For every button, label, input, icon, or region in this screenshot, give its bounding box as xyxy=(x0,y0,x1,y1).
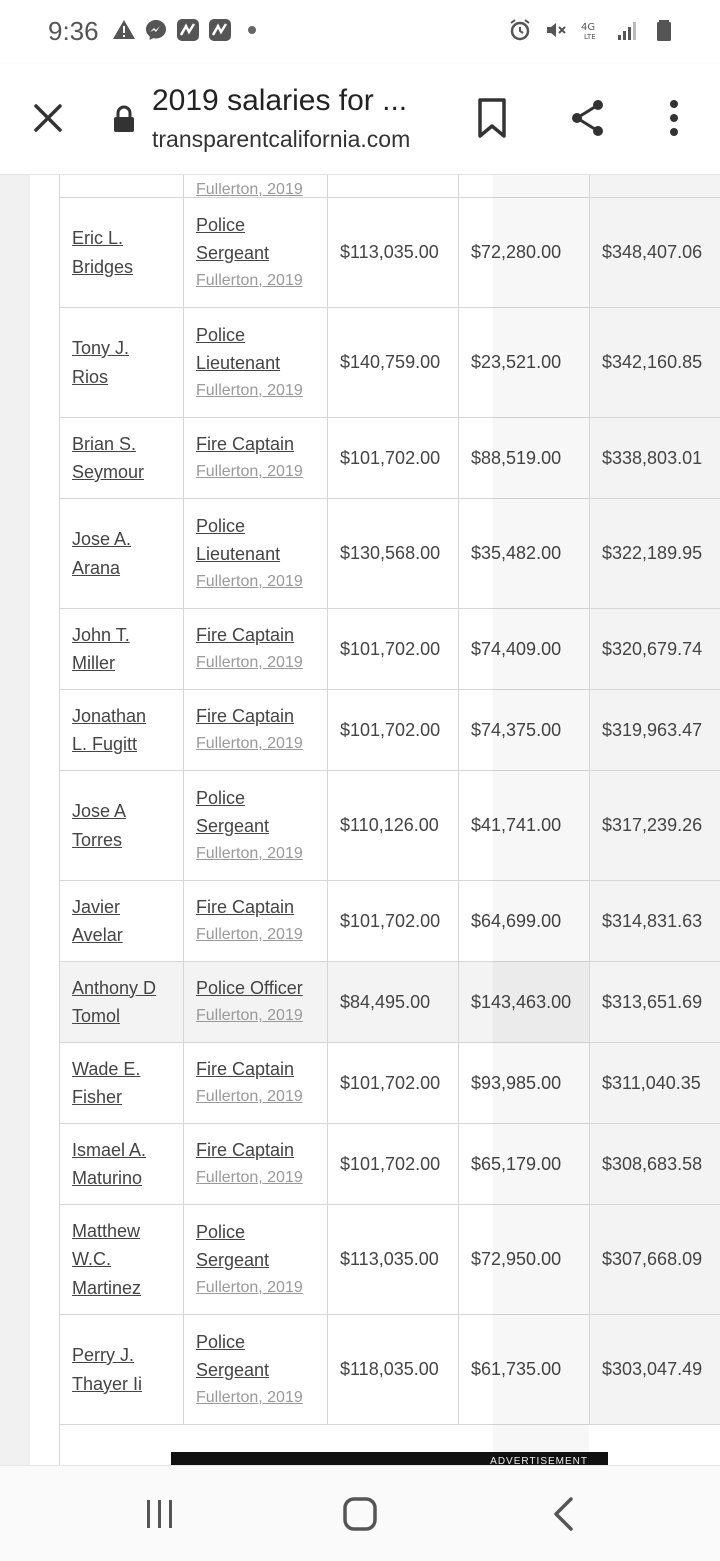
base-pay-cell: $101,702.00 xyxy=(328,1124,459,1205)
name-cell xyxy=(60,962,184,1043)
lock-icon[interactable] xyxy=(112,104,136,134)
table-row xyxy=(60,1205,720,1315)
title-cell xyxy=(184,175,328,198)
table-row xyxy=(60,308,720,418)
table-row xyxy=(60,690,720,771)
other-pay-cell: $35,482.00 xyxy=(459,499,590,609)
employee-name-link[interactable]: Matthew xyxy=(72,1221,140,1241)
employee-name-link[interactable]: Bridges xyxy=(72,257,133,277)
mute-icon xyxy=(544,18,568,42)
4g-lte-icon xyxy=(580,18,604,42)
employee-name-link[interactable]: Jonathan xyxy=(72,706,146,726)
job-title-link[interactable]: Police xyxy=(196,215,245,235)
home-icon[interactable] xyxy=(342,1496,378,1532)
title-cell xyxy=(184,308,328,418)
location-link[interactable]: Fullerton, 2019 xyxy=(196,1164,327,1192)
employee-name-link[interactable]: Torres xyxy=(72,830,122,850)
other-pay-cell: $61,735.00 xyxy=(459,1315,590,1425)
warning-icon xyxy=(112,18,136,42)
base-pay-cell: $101,702.00 xyxy=(328,690,459,771)
battery-icon xyxy=(652,18,676,42)
page-margin xyxy=(30,175,60,1465)
location-link[interactable]: Fullerton, 2019 xyxy=(196,458,327,486)
other-pay-cell: $72,280.00 xyxy=(459,198,590,308)
employee-name-link[interactable]: Jose A. xyxy=(72,529,131,549)
title-cell xyxy=(184,881,328,962)
employee-name-link[interactable]: Brian S. xyxy=(72,434,136,454)
job-title-link[interactable]: Sergeant xyxy=(196,1360,269,1380)
other-pay-cell: $41,741.00 xyxy=(459,771,590,881)
employee-name-link[interactable]: Maturino xyxy=(72,1168,142,1188)
name-cell xyxy=(60,499,184,609)
total-pay-cell: $322,189.95 xyxy=(590,499,720,609)
total-pay-cell: $313,651.69 xyxy=(590,962,720,1043)
table-row xyxy=(60,771,720,881)
svg-text:LTE: LTE xyxy=(584,33,596,41)
base-pay-cell: $130,568.00 xyxy=(328,499,459,609)
location-link[interactable]: Fullerton, 2019 xyxy=(196,730,327,758)
table-row xyxy=(60,198,720,308)
other-pay-cell: $72,950.00 xyxy=(459,1205,590,1315)
status-bar xyxy=(0,0,720,64)
total-pay-cell: $303,047.49 xyxy=(590,1315,720,1425)
page-url[interactable]: transparentcalifornia.com xyxy=(152,126,410,153)
page-rail xyxy=(0,175,31,1465)
location-link[interactable]: Fullerton, 2019 xyxy=(196,267,327,295)
other-pay-cell: $64,699.00 xyxy=(459,881,590,962)
location-link[interactable]: Fullerton, 2019 xyxy=(196,649,327,677)
title-cell xyxy=(184,1124,328,1205)
table-row xyxy=(60,609,720,690)
table-row xyxy=(60,499,720,609)
app-icon xyxy=(208,18,232,42)
title-cell xyxy=(184,1043,328,1124)
recents-icon[interactable] xyxy=(144,1498,176,1530)
total-pay-cell xyxy=(590,175,720,198)
base-pay-cell: $140,759.00 xyxy=(328,308,459,418)
employee-name-link[interactable]: Martinez xyxy=(72,1278,141,1298)
base-pay-cell xyxy=(328,175,459,198)
name-cell xyxy=(60,1205,184,1315)
svg-text:4G: 4G xyxy=(581,22,595,33)
job-title-link[interactable]: Sergeant xyxy=(196,816,269,836)
name-cell xyxy=(60,881,184,962)
job-title-link[interactable]: Fire Captain xyxy=(196,897,294,917)
total-pay-cell: $342,160.85 xyxy=(590,308,720,418)
employee-name-link[interactable]: Fisher xyxy=(72,1087,122,1107)
browser-toolbar xyxy=(0,64,720,175)
table-row xyxy=(60,1124,720,1205)
base-pay-cell: $101,702.00 xyxy=(328,418,459,499)
employee-name-link[interactable]: Anthony D xyxy=(72,978,156,998)
location-link[interactable]: Fullerton, 2019 xyxy=(196,840,327,868)
job-title-link[interactable]: Lieutenant xyxy=(196,353,280,373)
name-cell xyxy=(60,308,184,418)
location-link[interactable]: Fullerton, 2019 xyxy=(196,183,327,197)
status-time: 9:36 xyxy=(48,16,99,47)
location-link[interactable]: Fullerton, 2019 xyxy=(196,921,327,949)
table-row xyxy=(60,1043,720,1124)
other-pay-cell: $93,985.00 xyxy=(459,1043,590,1124)
total-pay-cell: $320,679.74 xyxy=(590,609,720,690)
base-pay-cell: $101,702.00 xyxy=(328,609,459,690)
other-pay-cell: $143,463.00 xyxy=(459,962,590,1043)
total-pay-cell: $311,040.35 xyxy=(590,1043,720,1124)
table-row xyxy=(60,962,720,1043)
employee-name-link[interactable]: Avelar xyxy=(72,925,123,945)
job-title-link[interactable]: Police xyxy=(196,1222,245,1242)
base-pay-cell: $101,702.00 xyxy=(328,881,459,962)
location-link[interactable]: Fullerton, 2019 xyxy=(196,377,327,405)
signal-icon xyxy=(616,18,640,42)
table-row xyxy=(60,1315,720,1425)
job-title-link[interactable]: Fire Captain xyxy=(196,1140,294,1160)
location-link[interactable]: Fullerton, 2019 xyxy=(196,1002,327,1030)
title-cell xyxy=(184,418,328,499)
employee-name-link[interactable]: Thayer Ii xyxy=(72,1374,142,1394)
advertisement-banner[interactable]: ADVERTISEMENT xyxy=(171,1452,608,1465)
total-pay-cell: $314,831.63 xyxy=(590,881,720,962)
table-row xyxy=(60,881,720,962)
other-pay-cell: $74,409.00 xyxy=(459,609,590,690)
name-cell xyxy=(60,175,184,198)
name-cell xyxy=(60,1315,184,1425)
name-cell xyxy=(60,418,184,499)
other-pay-cell: $74,375.00 xyxy=(459,690,590,771)
job-title-link[interactable]: Police xyxy=(196,516,245,536)
app-icon xyxy=(176,18,200,42)
system-icons xyxy=(508,18,676,42)
total-pay-cell: $338,803.01 xyxy=(590,418,720,499)
job-title-link[interactable]: Fire Captain xyxy=(196,1059,294,1079)
base-pay-cell: $113,035.00 xyxy=(328,1205,459,1315)
name-cell xyxy=(60,1124,184,1205)
other-pay-cell: $23,521.00 xyxy=(459,308,590,418)
employee-name-link[interactable]: Rios xyxy=(72,367,108,387)
title-cell xyxy=(184,1315,328,1425)
location-link[interactable]: Fullerton, 2019 xyxy=(196,568,327,596)
name-cell xyxy=(60,690,184,771)
employee-name-link[interactable]: Tony J. xyxy=(72,338,129,358)
base-pay-cell: $110,126.00 xyxy=(328,771,459,881)
employee-name-link[interactable]: W.C. xyxy=(72,1249,111,1269)
location-link[interactable]: Fullerton, 2019 xyxy=(196,1274,327,1302)
close-icon[interactable] xyxy=(28,98,68,138)
page-content[interactable] xyxy=(0,175,720,1465)
employee-name-link[interactable]: Miller xyxy=(72,653,115,673)
salaries-table xyxy=(59,175,720,1465)
job-title-link[interactable]: Police xyxy=(196,788,245,808)
job-title-link[interactable]: Fire Captain xyxy=(196,706,294,726)
base-pay-cell: $84,495.00 xyxy=(328,962,459,1043)
messenger-icon xyxy=(144,18,168,42)
back-icon[interactable] xyxy=(552,1496,574,1532)
employee-name-link[interactable]: Ismael A. xyxy=(72,1140,146,1160)
location-link[interactable]: Fullerton, 2019 xyxy=(196,1083,327,1111)
total-pay-cell: $348,407.06 xyxy=(590,198,720,308)
more-options-icon[interactable] xyxy=(664,96,684,140)
other-pay-cell xyxy=(459,175,590,198)
employee-name-link[interactable]: L. Fugitt xyxy=(72,734,137,754)
total-pay-cell: $307,668.09 xyxy=(590,1205,720,1315)
base-pay-cell: $118,035.00 xyxy=(328,1315,459,1425)
job-title-link[interactable]: Sergeant xyxy=(196,243,269,263)
dot-icon xyxy=(240,18,264,42)
other-pay-cell: $65,179.00 xyxy=(459,1124,590,1205)
name-cell xyxy=(60,1043,184,1124)
name-cell xyxy=(60,198,184,308)
employee-name-link[interactable]: John T. xyxy=(72,625,130,645)
job-title-link[interactable]: Police xyxy=(196,325,245,345)
table-row xyxy=(60,418,720,499)
title-cell xyxy=(184,1205,328,1315)
share-icon[interactable] xyxy=(568,96,608,140)
employee-name-link[interactable]: Tomol xyxy=(72,1006,120,1026)
job-title-link[interactable]: Fire Captain xyxy=(196,625,294,645)
alarm-icon xyxy=(508,18,532,42)
name-cell xyxy=(60,609,184,690)
location-link[interactable]: Fullerton, 2019 xyxy=(196,1384,327,1412)
employee-name-link[interactable]: Arana xyxy=(72,558,120,578)
notification-icons xyxy=(112,18,264,42)
job-title-link[interactable]: Fire Captain xyxy=(196,434,294,454)
bookmark-icon[interactable] xyxy=(474,96,510,140)
total-pay-cell: $308,683.58 xyxy=(590,1124,720,1205)
total-pay-cell: $319,963.47 xyxy=(590,690,720,771)
employee-name-link[interactable]: Wade E. xyxy=(72,1059,140,1079)
employee-name-link[interactable]: Seymour xyxy=(72,462,144,482)
job-title-link[interactable]: Police Officer xyxy=(196,978,303,998)
job-title-link[interactable]: Sergeant xyxy=(196,1250,269,1270)
base-pay-cell: $113,035.00 xyxy=(328,198,459,308)
title-cell xyxy=(184,771,328,881)
navigation-bar xyxy=(0,1465,720,1561)
base-pay-cell: $101,702.00 xyxy=(328,1043,459,1124)
title-cell xyxy=(184,499,328,609)
total-pay-cell: $317,239.26 xyxy=(590,771,720,881)
title-cell xyxy=(184,690,328,771)
name-cell xyxy=(60,771,184,881)
table-row-partial xyxy=(60,175,720,198)
page-title[interactable]: 2019 salaries for ... xyxy=(152,84,407,118)
title-cell xyxy=(184,609,328,690)
employee-name-link[interactable]: Perry J. xyxy=(72,1345,134,1365)
employee-name-link[interactable]: Javier xyxy=(72,897,120,917)
title-cell xyxy=(184,962,328,1043)
title-cell xyxy=(184,198,328,308)
employee-name-link[interactable]: Eric L. xyxy=(72,228,123,248)
job-title-link[interactable]: Lieutenant xyxy=(196,544,280,564)
job-title-link[interactable]: Police xyxy=(196,1332,245,1352)
other-pay-cell: $88,519.00 xyxy=(459,418,590,499)
employee-name-link[interactable]: Jose A xyxy=(72,801,126,821)
